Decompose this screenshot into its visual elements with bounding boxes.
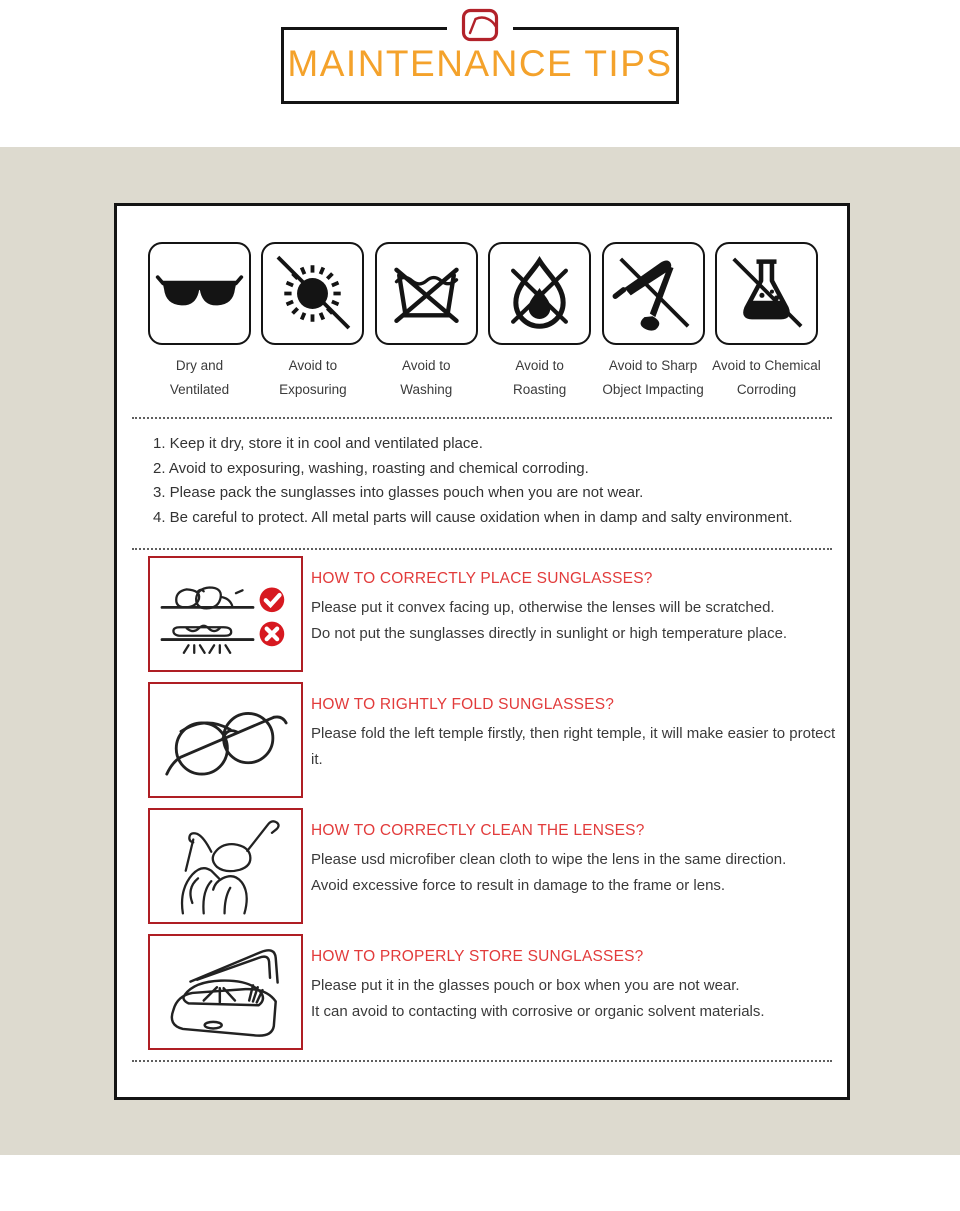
care-tile-dry-ventilated — [148, 242, 251, 402]
care-tile-no-exposure — [261, 242, 364, 402]
dotted-divider — [132, 417, 832, 419]
section-heading: HOW TO RIGHTLY FOLD SUNGLASSES? — [311, 695, 615, 713]
no-chemical-icon — [715, 242, 818, 345]
care-rules-list — [117, 432, 847, 531]
maintenance-card — [114, 203, 850, 1100]
section-heading: HOW TO CORRECTLY CLEAN THE LENSES? — [311, 821, 645, 839]
header-box — [281, 27, 679, 104]
care-tile-label: Avoid to Chemical Corroding — [712, 358, 821, 397]
care-rule: 4. Be careful to protect. All metal parts will cause oxidation when in damp and salty environment. — [153, 509, 793, 527]
section-text — [311, 556, 787, 672]
section-line: Please fold the left temple firstly, then right temple, it will make easier to protect it. — [311, 724, 836, 768]
no-sun-exposure-icon — [261, 242, 364, 345]
care-tile-no-washing — [375, 242, 478, 402]
care-tile-label: Avoid to Exposuring — [279, 358, 347, 397]
care-tile-no-sharp-objects — [602, 242, 705, 402]
page-title: MAINTENANCE TIPS — [287, 43, 673, 84]
no-sharp-object-icon — [602, 242, 705, 345]
section-line: Please usd microfiber clean cloth to wipe the lens in the same direction. — [311, 850, 787, 868]
section-store-sunglasses — [148, 934, 837, 1050]
care-rule: 2. Avoid to exposuring, washing, roasting and chemical corroding. — [153, 459, 589, 477]
section-line: Avoid excessive force to result in damage to the frame or lens. — [311, 876, 726, 894]
lens-logo-icon — [447, 7, 513, 43]
section-heading: HOW TO PROPERLY STORE SUNGLASSES? — [311, 947, 644, 965]
dotted-divider — [132, 548, 832, 550]
section-text — [311, 808, 786, 924]
care-tile-label: Avoid to Sharp Object Impacting — [602, 358, 704, 397]
place-sunglasses-illustration — [148, 556, 303, 672]
no-roasting-icon — [488, 242, 591, 345]
section-line: It can avoid to contacting with corrosive or organic solvent materials. — [311, 1002, 765, 1020]
care-rule: 3. Please pack the sunglasses into glasses pouch when you are not wear. — [153, 484, 644, 502]
section-text — [311, 934, 765, 1050]
no-washing-icon — [375, 242, 478, 345]
how-to-sections — [117, 556, 847, 1050]
store-sunglasses-illustration — [148, 934, 303, 1050]
care-tile-label: Dry and Ventilated — [169, 358, 230, 397]
care-rule: 1. Keep it dry, store it in cool and ventilated place. — [153, 435, 483, 452]
care-tile-label: Avoid to Roasting — [513, 358, 567, 397]
care-tile-label: Avoid to Washing — [400, 358, 453, 397]
section-fold-sunglasses — [148, 682, 837, 798]
clean-lenses-illustration — [148, 808, 303, 924]
section-line: Please put it in the glasses pouch or box when you are not wear. — [311, 976, 740, 994]
sunglasses-icon — [148, 242, 251, 345]
dotted-divider — [132, 1060, 832, 1062]
care-tile-no-chemicals — [712, 242, 821, 402]
fold-sunglasses-illustration — [148, 682, 303, 798]
section-clean-lenses — [148, 808, 837, 924]
section-place-sunglasses — [148, 556, 837, 672]
section-text — [311, 682, 837, 798]
care-icon-row — [117, 206, 847, 402]
section-line: Please put it convex facing up, otherwise the lenses will be scratched. — [311, 598, 775, 616]
care-tile-no-roasting — [488, 242, 591, 402]
section-heading: HOW TO CORRECTLY PLACE SUNGLASSES? — [311, 569, 653, 587]
section-line: Do not put the sunglasses directly in sunlight or high temperature place. — [311, 624, 788, 642]
